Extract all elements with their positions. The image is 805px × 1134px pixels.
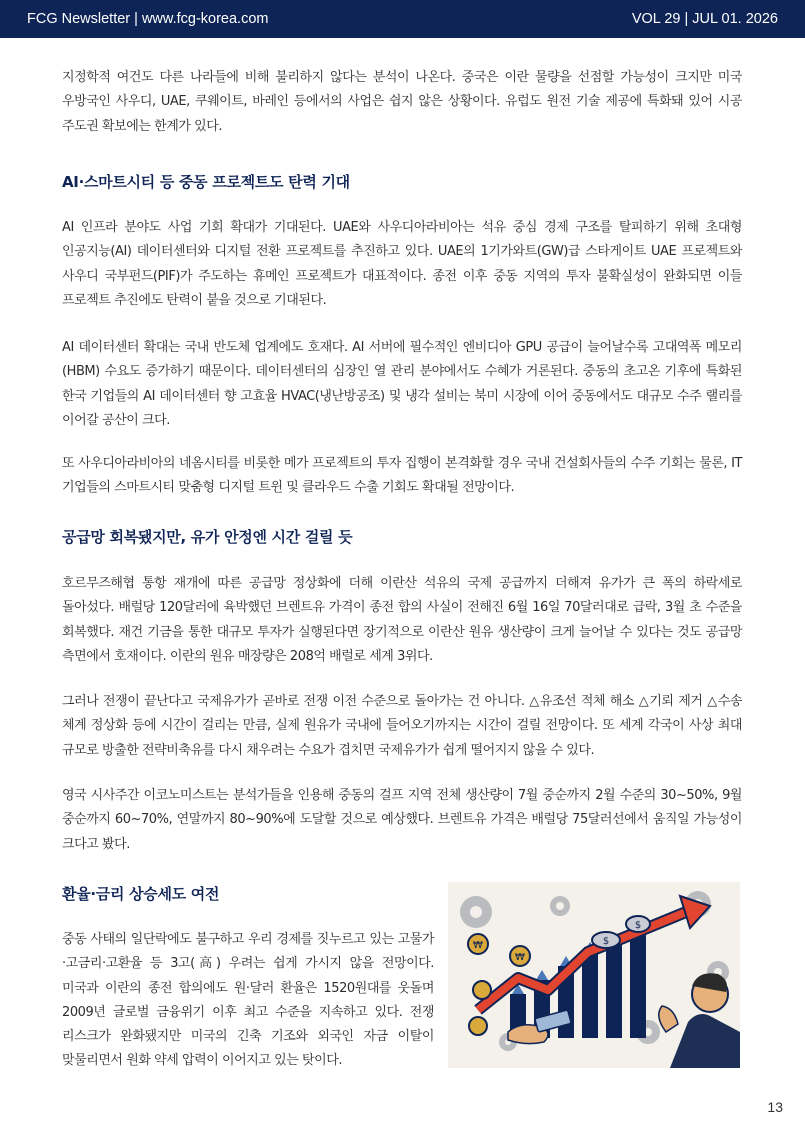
paragraph: 영국 시사주간 이코노미스트는 분석가들을 인용해 중동의 걸프 지역 전체 생산량이 7월 중순까지 2월 수준의 30~50%, 9월 중순까지 60~70%, 연말까지 80~90%에 도달할 것으로 예상했다. 브렌트유 가격은 배럴당 75달러선에서 움직일 가능성이 크다고 봤다.: [62, 788, 742, 852]
paragraph: 중동 사태의 일단락에도 불구하고 우리 경제를 짓누르고 있는 고물가·고금리·고환율 등 3고(高) 우려는 쉽게 가시지 않을 전망이다. 미국과 이란의 종전 합의에도 원·달러 환율은 1520원대를 웃돌며 2009년 글로벌 금융위기 이후 최고 수준을 지속하고 있다. 전쟁 리스크가 완화됐지만 미국의 긴축 기조와 외국인 자금 이탈이 맞물리면서 원화 약세 압력이 이어지고 있는 탓이다.: [62, 932, 434, 1069]
paragraph: AI 인프라 분야도 사업 기회 확대가 기대된다. UAE와 사우디아라비아는 석유 중심 경제 구조를 탈피하기 위해 초대형 인공지능(AI) 데이터센터와 디지털 전환 프로젝트를 추진하고 있다. UAE의 1기가와트(GW)급 스타게이트 UAE 프로젝트와 사우디 국부펀드(PIF)가 주도하는 휴메인 프로젝트가 대표적이다. 종전 이후 중동 지역의 투자 불확실성이 완화되면 이들 프로젝트 추진에도 탄력이 붙을 것으로 기대된다.: [62, 220, 742, 308]
svg-text:$: $: [602, 936, 610, 947]
svg-text:$: $: [634, 920, 642, 931]
paragraph: 또 사우디아라비아의 네옴시티를 비롯한 메가 프로젝트의 투자 집행이 본격화할 경우 국내 건설회사들의 수주 기회는 물론, IT 기업들의 스마트시티 맞춤형 디지털 트윈 및 클라우드 수출 기회도 확대될 전망이다.: [62, 456, 742, 496]
issue-date: VOL 29 | JUL 01. 2026: [631, 11, 778, 27]
svg-text:₩: ₩: [515, 952, 525, 963]
section-heading: 공급망 회복됐지만, 유가 안정엔 시간 걸릴 듯: [62, 528, 353, 546]
paragraph: 호르무즈해협 통항 재개에 따른 공급망 정상화에 더해 이란산 석유의 국제 공급까지 더해져 유가가 큰 폭의 하락세로 돌아섰다. 배럴당 120달러에 육박했던 브렌트유 가격이 종전 합의 사실이 전해진 6월 16일 70달러대로 급락, 3월 초 수준을 회복했다. 재건 기금을 통한 대규모 투자가 실행된다면 장기적으로 이란산 원유 생산량이 크게 늘어날 수 있다는 것도 공급망 측면에서 호재이다. 이란의 원유 매장량은 208억 배럴로 세계 3위다.: [62, 576, 742, 664]
rising-arrow-illustration-icon: [448, 882, 740, 1068]
section-heading: 환율·금리 상승세도 여전: [62, 885, 220, 903]
newsletter-site[interactable]: FCG Newsletter | www.fcg-korea.com: [27, 11, 269, 27]
paragraph: AI 데이터센터 확대는 국내 반도체 업계에도 호재다. AI 서버에 필수적인 엔비디아 GPU 공급이 늘어날수록 고대역폭 메모리(HBM) 수요도 증가하기 때문이다. 데이터센터의 심장인 열 관리 분야에서도 수혜가 거론된다. 중동의 초고온 기후에 특화된 한국 기업들의 AI 데이터센터 향 고효율 HVAC(냉난방공조) 및 냉각 설비는 북미 시장에 이어 중동에서도 대규모 수주 랠리를 이어갈 공산이 크다.: [62, 340, 742, 428]
page-number: 13: [767, 1099, 783, 1115]
header-bar: [0, 0, 805, 38]
section-heading: AI·스마트시티 등 중동 프로젝트도 탄력 기대: [62, 173, 350, 191]
paragraph: 지정학적 여건도 다른 나라들에 비해 불리하지 않다는 분석이 나온다. 중국은 이란 물량을 선점할 가능성이 크지만 미국 우방국인 사우디, UAE, 쿠웨이트, 바레인 등에서의 사업은 쉽지 않은 상황이다. 유럽도 원전 기술 제공에 특화돼 있어 시공 주도권 확보에는 한계가 있다.: [62, 70, 742, 134]
paragraph: 그러나 전쟁이 끝난다고 국제유가가 곧바로 전쟁 이전 수준으로 돌아가는 건 아니다. △유조선 적체 해소 △기뢰 제거 △수송 체계 정상화 등에 시간이 걸리는 만큼, 실제 원유가 국내에 들어오기까지는 시간이 걸릴 전망이다. 또 세계 각국이 사상 최대 규모로 방출한 전략비축유를 다시 채우려는 수요가 겹치면 국제유가가 쉽게 떨어지지 않을 수 있다.: [62, 694, 742, 758]
svg-text:₩: ₩: [473, 940, 483, 951]
economy-illustration: [448, 882, 740, 1068]
